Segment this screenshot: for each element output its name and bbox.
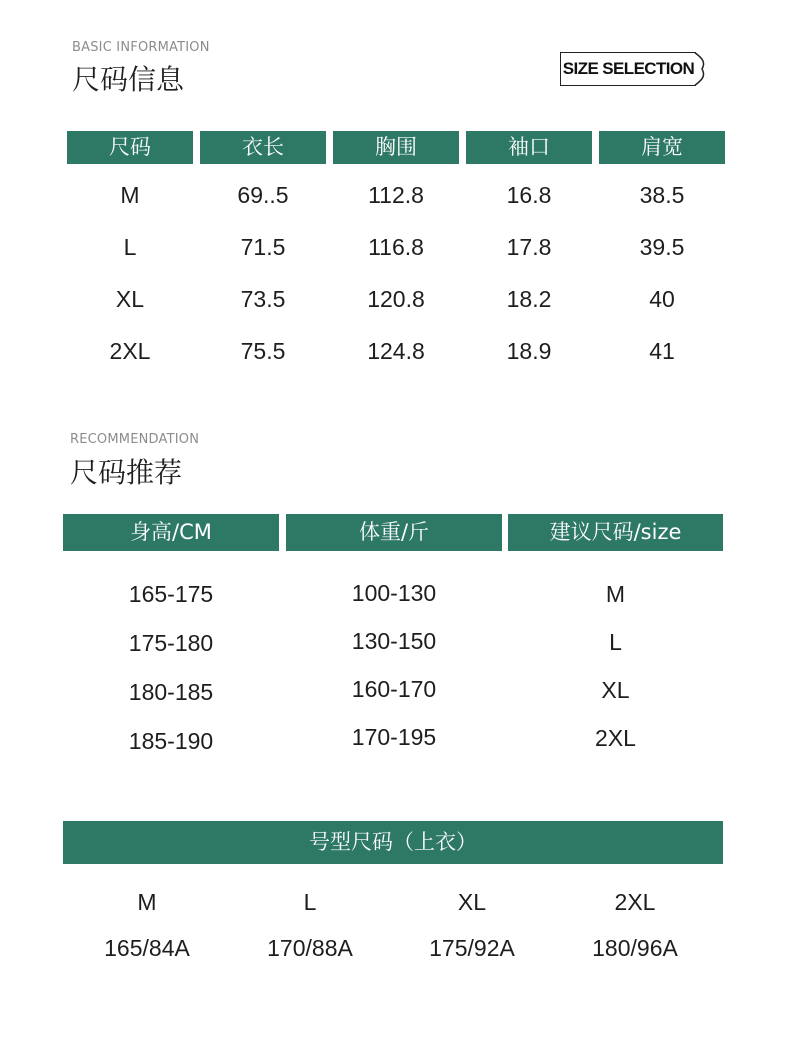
- table-cell: L: [303, 889, 317, 915]
- table-cell: XL: [457, 889, 487, 915]
- table-cell: 40: [649, 286, 675, 312]
- section-title-recommendation: 尺码推荐: [70, 456, 183, 489]
- table-cell: 112.8: [368, 182, 424, 208]
- model-size-header: 号型尺码（上衣）: [63, 821, 723, 864]
- table-cell: 2XL: [595, 725, 636, 751]
- header-length: 衣长: [200, 131, 326, 164]
- table-cell: 185-190: [128, 728, 214, 754]
- table-cell: 71.5: [240, 234, 286, 260]
- table-cell: 69..5: [237, 182, 289, 208]
- table-cell: 130-150: [351, 628, 437, 654]
- table-cell: M: [137, 889, 157, 915]
- table-cell: 75.5: [240, 338, 286, 364]
- table-cell: 2XL: [109, 338, 151, 364]
- section-caption-basic: BASIC INFORMATION: [72, 40, 210, 55]
- section-caption-recommendation: RECOMMENDATION: [70, 432, 200, 447]
- table-cell: 175/92A: [429, 935, 515, 961]
- table-cell: 41: [649, 338, 675, 364]
- header-weight: 体重/斤: [286, 514, 502, 551]
- table-cell: 116.8: [368, 234, 424, 260]
- table-cell: 18.9: [506, 338, 552, 364]
- table-cell: 16.8: [506, 182, 552, 208]
- table-cell: 180-185: [128, 679, 214, 705]
- header-shoulder: 肩宽: [599, 131, 725, 164]
- section-title-size-info: 尺码信息: [72, 63, 185, 96]
- table-cell: 100-130: [351, 580, 437, 606]
- table-cell: XL: [601, 677, 630, 703]
- table-cell: 165/84A: [104, 935, 190, 961]
- table-cell: 73.5: [240, 286, 286, 312]
- table-cell: 17.8: [506, 234, 552, 260]
- table-cell: 2XL: [614, 889, 656, 915]
- table-cell: 180/96A: [592, 935, 678, 961]
- table-cell: L: [123, 234, 137, 260]
- table-cell: M: [605, 581, 626, 607]
- table-cell: 160-170: [351, 676, 437, 702]
- table-cell: M: [120, 182, 140, 208]
- table-cell: 39.5: [639, 234, 685, 260]
- header-chest: 胸围: [333, 131, 459, 164]
- table-cell: 175-180: [128, 630, 214, 656]
- table-cell: 124.8: [367, 338, 425, 364]
- table-cell: 18.2: [506, 286, 552, 312]
- header-height: 身高/CM: [63, 514, 279, 551]
- table-cell: XL: [115, 286, 145, 312]
- table-cell: 38.5: [639, 182, 685, 208]
- header-recommended-size: 建议尺码/size: [508, 514, 723, 551]
- header-cuff: 袖口: [466, 131, 592, 164]
- size-selection-badge: SIZE SELECTION: [560, 52, 696, 86]
- table-cell: 165-175: [128, 581, 214, 607]
- badge-wavy-edge-icon: [694, 52, 708, 86]
- table-cell: 170-195: [351, 724, 437, 750]
- table-cell: L: [609, 629, 622, 655]
- header-size: 尺码: [67, 131, 193, 164]
- table-cell: 170/88A: [267, 935, 353, 961]
- table-cell: 120.8: [367, 286, 425, 312]
